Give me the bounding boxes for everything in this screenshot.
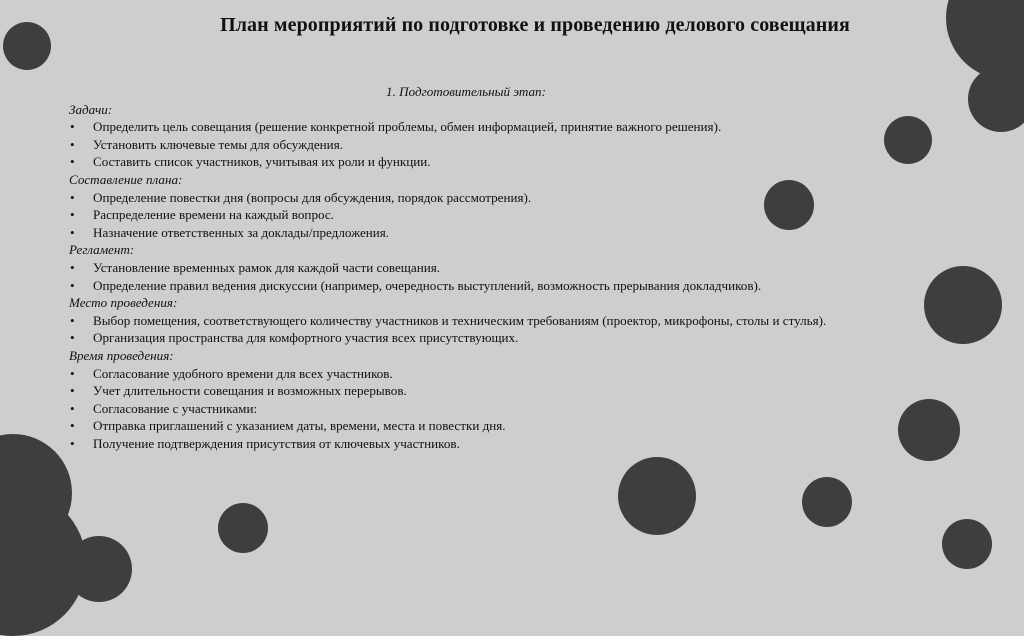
section-heading: Регламент: xyxy=(69,242,135,258)
list-item: • Назначение ответственных за доклады/предложения. xyxy=(69,224,845,242)
list-item: • Определение правил ведения дискуссии (например, очередность выступлений, возможность прерывания докладчиков). xyxy=(69,277,845,295)
section-regulations xyxy=(69,241,845,294)
list-item: • Распределение времени на каждый вопрос. xyxy=(69,206,845,224)
decor-circle xyxy=(802,477,852,527)
list-item: • Отправка приглашений с указанием даты, времени, места и повестки дня. xyxy=(69,417,845,435)
list-item: • Согласование с участниками: xyxy=(69,400,845,418)
list-item: • Учет длительности совещания и возможных перерывов. xyxy=(69,382,845,400)
document-body xyxy=(69,83,845,452)
decor-circle xyxy=(898,399,960,461)
section-venue xyxy=(69,294,845,347)
section-heading: Составление плана: xyxy=(69,171,183,187)
decor-circle xyxy=(66,536,132,602)
list-item: • Определение повестки дня (вопросы для обсуждения, порядок рассмотрения). xyxy=(69,189,845,207)
section-time xyxy=(69,347,845,453)
section-plan xyxy=(69,171,845,241)
section-heading: Задачи: xyxy=(69,101,113,117)
page-title: План мероприятий по подготовке и проведению делового совещания xyxy=(220,14,850,36)
decor-circle xyxy=(968,66,1024,132)
list-item: • Получение подтверждения присутствия от ключевых участников. xyxy=(69,435,845,453)
section-heading: Место проведения: xyxy=(69,295,178,311)
decor-circle xyxy=(924,266,1002,344)
list-item: • Выбор помещения, соответствующего количеству участников и техническим требованиям (проектор, микрофоны, столы и стулья). xyxy=(69,312,845,330)
decor-circle xyxy=(618,457,696,535)
decor-circle xyxy=(942,519,992,569)
section-tasks xyxy=(69,101,845,171)
list-item: • Согласование удобного времени для всех участников. xyxy=(69,365,845,383)
stage-heading: 1. Подготовительный этап: xyxy=(386,84,546,99)
section-heading: Время проведения: xyxy=(69,347,174,363)
list-item: • Составить список участников, учитывая их роли и функции. xyxy=(69,153,845,171)
list-item: • Организация пространства для комфортного участия всех присутствующих. xyxy=(69,329,845,347)
decor-circle xyxy=(884,116,932,164)
list-item: • Установление временных рамок для каждой части совещания. xyxy=(69,259,845,277)
list-item: • Определить цель совещания (решение конкретной проблемы, обмен информацией, принятие важного решения). xyxy=(69,118,845,136)
list-item: • Установить ключевые темы для обсуждения. xyxy=(69,136,845,154)
decor-circle xyxy=(218,503,268,553)
